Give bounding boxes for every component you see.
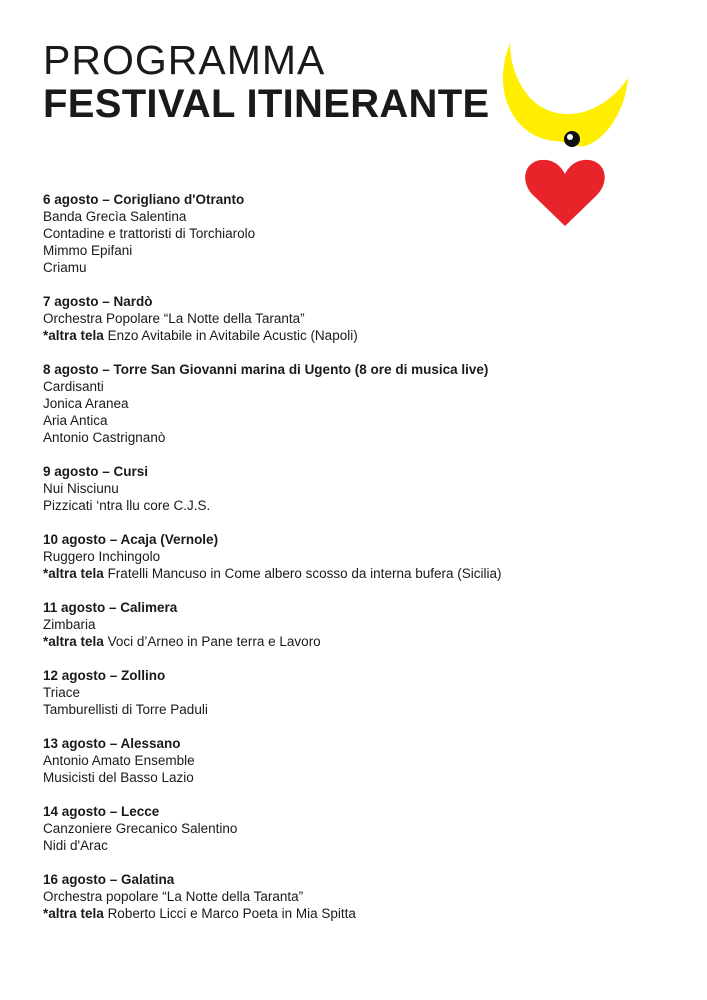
event-block bbox=[43, 361, 503, 446]
event-block bbox=[43, 871, 503, 922]
event-date-place: 6 agosto – Corigliano d'Otranto bbox=[43, 192, 245, 207]
performer-line: Orchestra popolare “La Notte della Taranta” bbox=[43, 889, 304, 904]
altra-tela-label: *altra tela bbox=[43, 566, 104, 581]
altra-tela-line bbox=[43, 905, 503, 922]
performer-line: Zimbaria bbox=[43, 617, 96, 632]
performer-line: Nidi d'Arac bbox=[43, 838, 108, 853]
event-date-place: 7 agosto – Nardò bbox=[43, 294, 153, 309]
performer-line: Canzoniere Grecanico Salentino bbox=[43, 821, 238, 836]
altra-tela-line bbox=[43, 633, 503, 650]
performer-line: Orchestra Popolare “La Notte della Taranta” bbox=[43, 311, 305, 326]
performer-line: Triace bbox=[43, 685, 81, 700]
performer-line: Nui Nisciunu bbox=[43, 481, 119, 496]
altra-tela-label: *altra tela bbox=[43, 634, 104, 649]
performer-line: Criamu bbox=[43, 260, 87, 275]
performer-line: Antonio Amato Ensemble bbox=[43, 753, 195, 768]
event-date-place: 8 agosto – Torre San Giovanni marina di Ugento (8 ore di musica live) bbox=[43, 362, 489, 377]
event-block bbox=[43, 191, 503, 276]
event-block bbox=[43, 803, 503, 854]
event-date-place: 13 agosto – Alessano bbox=[43, 736, 181, 751]
performer-line: Contadine e trattoristi di Torchiarolo bbox=[43, 226, 256, 241]
altra-tela-title: Roberto Licci e Marco Poeta in Mia Spitta bbox=[107, 906, 356, 921]
event-date-place: 12 agosto – Zollino bbox=[43, 668, 166, 683]
event-date-place: 16 agosto – Galatina bbox=[43, 872, 175, 887]
page-header bbox=[43, 38, 489, 126]
performer-line: Musicisti del Basso Lazio bbox=[43, 770, 194, 785]
title-festival-itinerante: FESTIVAL ITINERANTE bbox=[43, 82, 490, 126]
program-list bbox=[43, 191, 503, 939]
event-date-place: 11 agosto – Calimera bbox=[43, 600, 178, 615]
logo-graphic bbox=[490, 38, 640, 233]
moon-face-heart-logo bbox=[490, 38, 640, 233]
performer-line: Cardisanti bbox=[43, 379, 104, 394]
performer-line: Antonio Castrignanò bbox=[43, 430, 166, 445]
eye-highlight-icon bbox=[567, 134, 573, 140]
performer-line: Banda Grecìa Salentina bbox=[43, 209, 187, 224]
event-block bbox=[43, 735, 503, 786]
altra-tela-label: *altra tela bbox=[43, 328, 104, 343]
performer-line: Mimmo Epifani bbox=[43, 243, 133, 258]
altra-tela-line bbox=[43, 565, 503, 582]
moon-icon bbox=[503, 43, 628, 146]
event-block bbox=[43, 531, 503, 582]
altra-tela-title: Voci d’Arneo in Pane terra e Lavoro bbox=[107, 634, 321, 649]
performer-line: Jonica Aranea bbox=[43, 396, 129, 411]
event-date-place: 10 agosto – Acaja (Vernole) bbox=[43, 532, 219, 547]
altra-tela-title: Enzo Avitabile in Avitabile Acustic (Napoli) bbox=[107, 328, 358, 343]
altra-tela-line bbox=[43, 327, 503, 344]
event-block bbox=[43, 599, 503, 650]
altra-tela-title: Fratelli Mancuso in Come albero scosso da interna bufera (Sicilia) bbox=[107, 566, 502, 581]
event-block bbox=[43, 667, 503, 718]
performer-line: Ruggero Inchingolo bbox=[43, 549, 161, 564]
event-date-place: 9 agosto – Cursi bbox=[43, 464, 149, 479]
performer-line: Pizzicati ‘ntra llu core C.J.S. bbox=[43, 498, 211, 513]
event-date-place: 14 agosto – Lecce bbox=[43, 804, 160, 819]
performer-line: Aria Antica bbox=[43, 413, 108, 428]
altra-tela-label: *altra tela bbox=[43, 906, 104, 921]
heart-icon bbox=[525, 160, 605, 226]
event-block bbox=[43, 293, 503, 344]
performer-line: Tamburellisti di Torre Paduli bbox=[43, 702, 208, 717]
title-programma: PROGRAMMA bbox=[43, 37, 326, 83]
event-block bbox=[43, 463, 503, 514]
